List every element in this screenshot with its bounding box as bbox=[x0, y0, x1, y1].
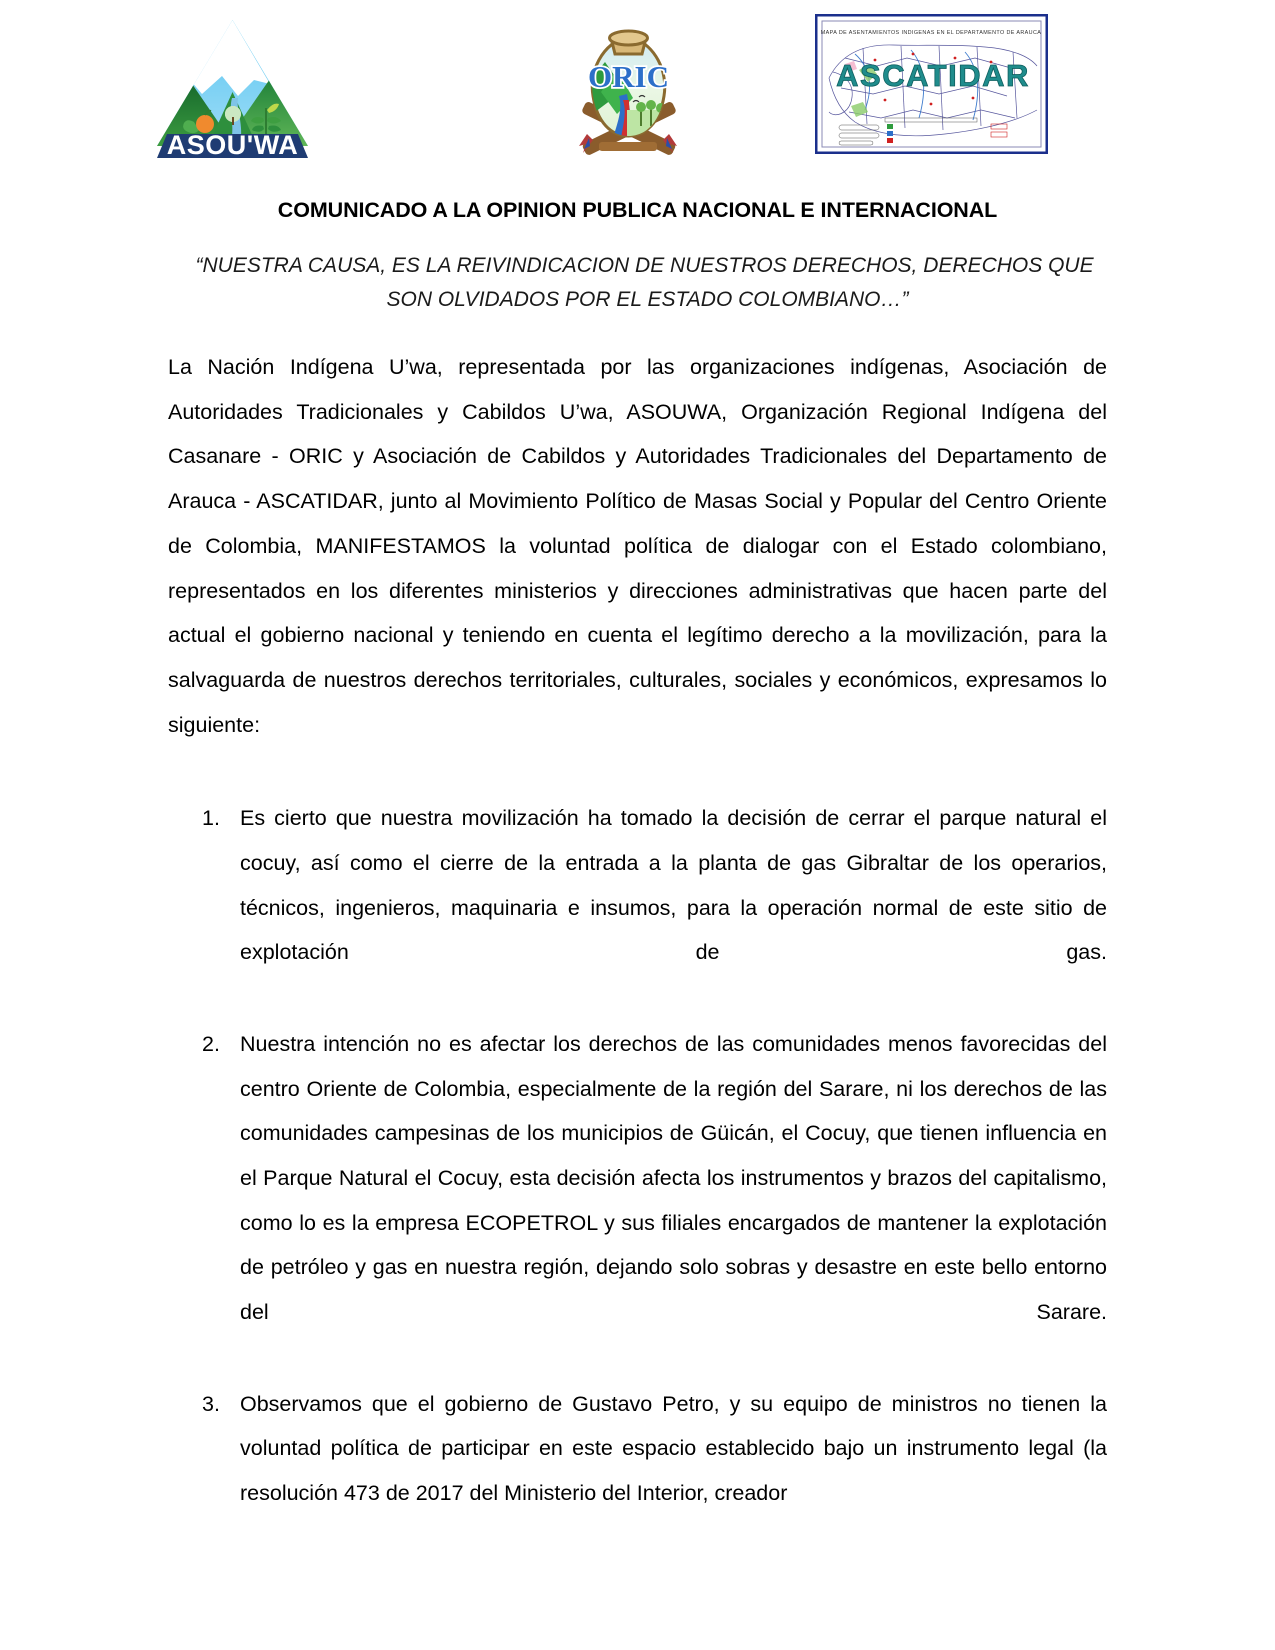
ascatidar-wordmark: ASCATIDAR bbox=[836, 58, 1030, 93]
document-epigraph bbox=[178, 249, 1098, 317]
epigraph-line-1: “NUESTRA CAUSA, ES LA REIVINDICACION DE NUESTROS DERECHOS, DERECHOS QUE bbox=[195, 254, 1094, 277]
oric-logo-icon bbox=[567, 14, 690, 164]
asouwa-wordmark: ASOU'WA bbox=[166, 130, 299, 160]
claim-text-1: Es cierto que nuestra movilización ha tomado la decisión de cerrar el parque natural el cocuy, así como el cierre de la entrada a la planta de gas Gibraltar de los operarios, técnicos, ingenieros, maquinaria e insumos, para la operación normal de este sitio de explotación de gas. bbox=[240, 806, 1107, 965]
intro-paragraph: La Nación Indígena U’wa, representada por las organizaciones indígenas, Asociación de Autoridades Tradicionales y Cabildos U’wa, ASOUWA, Organización Regional Indígena del Casanare - ORIC y Asociación de Cabildos y Autoridades Tradicionales del Departamento de Arauca - ASCATIDAR, junto al Movimiento Político de Masas Social y Popular del Centro Oriente de Colombia, MANIFESTAMOS la voluntad política de dialogar con el Estado colombiano, representados en los diferentes ministerios y direcciones administrativas que hacen parte del actual el gobierno nacional y teniendo en cuenta el legítimo derecho a la movilización, para la salvaguarda de nuestros derechos territoriales, culturales, sociales y económicos, expresamos lo siguiente: bbox=[168, 355, 1107, 737]
claims-list bbox=[0, 796, 1275, 1516]
oric-logo bbox=[567, 14, 690, 164]
list-item bbox=[0, 1022, 1107, 1380]
list-item bbox=[0, 796, 1107, 1020]
asouwa-logo-icon bbox=[150, 14, 315, 166]
oric-wordmark: ORIC bbox=[588, 59, 669, 94]
claim-text-3: Observamos que el gobierno de Gustavo Petro, y su equipo de ministros no tienen la voluntad política de participar en este espacio establecido bajo un instrumento legal (la resolución 473 de 2017 del Ministerio del Interior, creador bbox=[240, 1391, 1107, 1505]
ascatidar-map-caption: MAPA DE ASENTAMIENTOS INDIGENAS EN EL DEPARTAMENTO DE ARAUCA bbox=[820, 30, 1042, 36]
page-title: COMUNICADO A LA OPINION PUBLICA NACIONAL E INTERNACIONAL bbox=[277, 198, 998, 222]
ascatidar-logo bbox=[815, 14, 1048, 154]
claim-text-2: Nuestra intención no es afectar los derechos de las comunidades menos favorecidas del centro Oriente de Colombia, especialmente de la región del Sarare, ni los derechos de las comunidades campesinas de los municipios de Güicán, el Cocuy, que tienen influencia en el Parque Natural el Cocuy, esta decisión afecta los instrumentos y brazos del capitalismo, como lo es la empresa ECOPETROL y sus filiales encargados de mantener la explotación de petróleo y gas en nuestra región, dejando solo sobras y desastre en este bello entorno del Sarare. bbox=[240, 1031, 1107, 1325]
asouwa-logo bbox=[150, 14, 315, 166]
ascatidar-logo-icon bbox=[815, 14, 1048, 154]
logo-header bbox=[0, 0, 1275, 182]
list-item bbox=[0, 1382, 1107, 1516]
epigraph-line-2: SON OLVIDADOS POR EL ESTADO COLOMBIANO…” bbox=[386, 288, 909, 312]
